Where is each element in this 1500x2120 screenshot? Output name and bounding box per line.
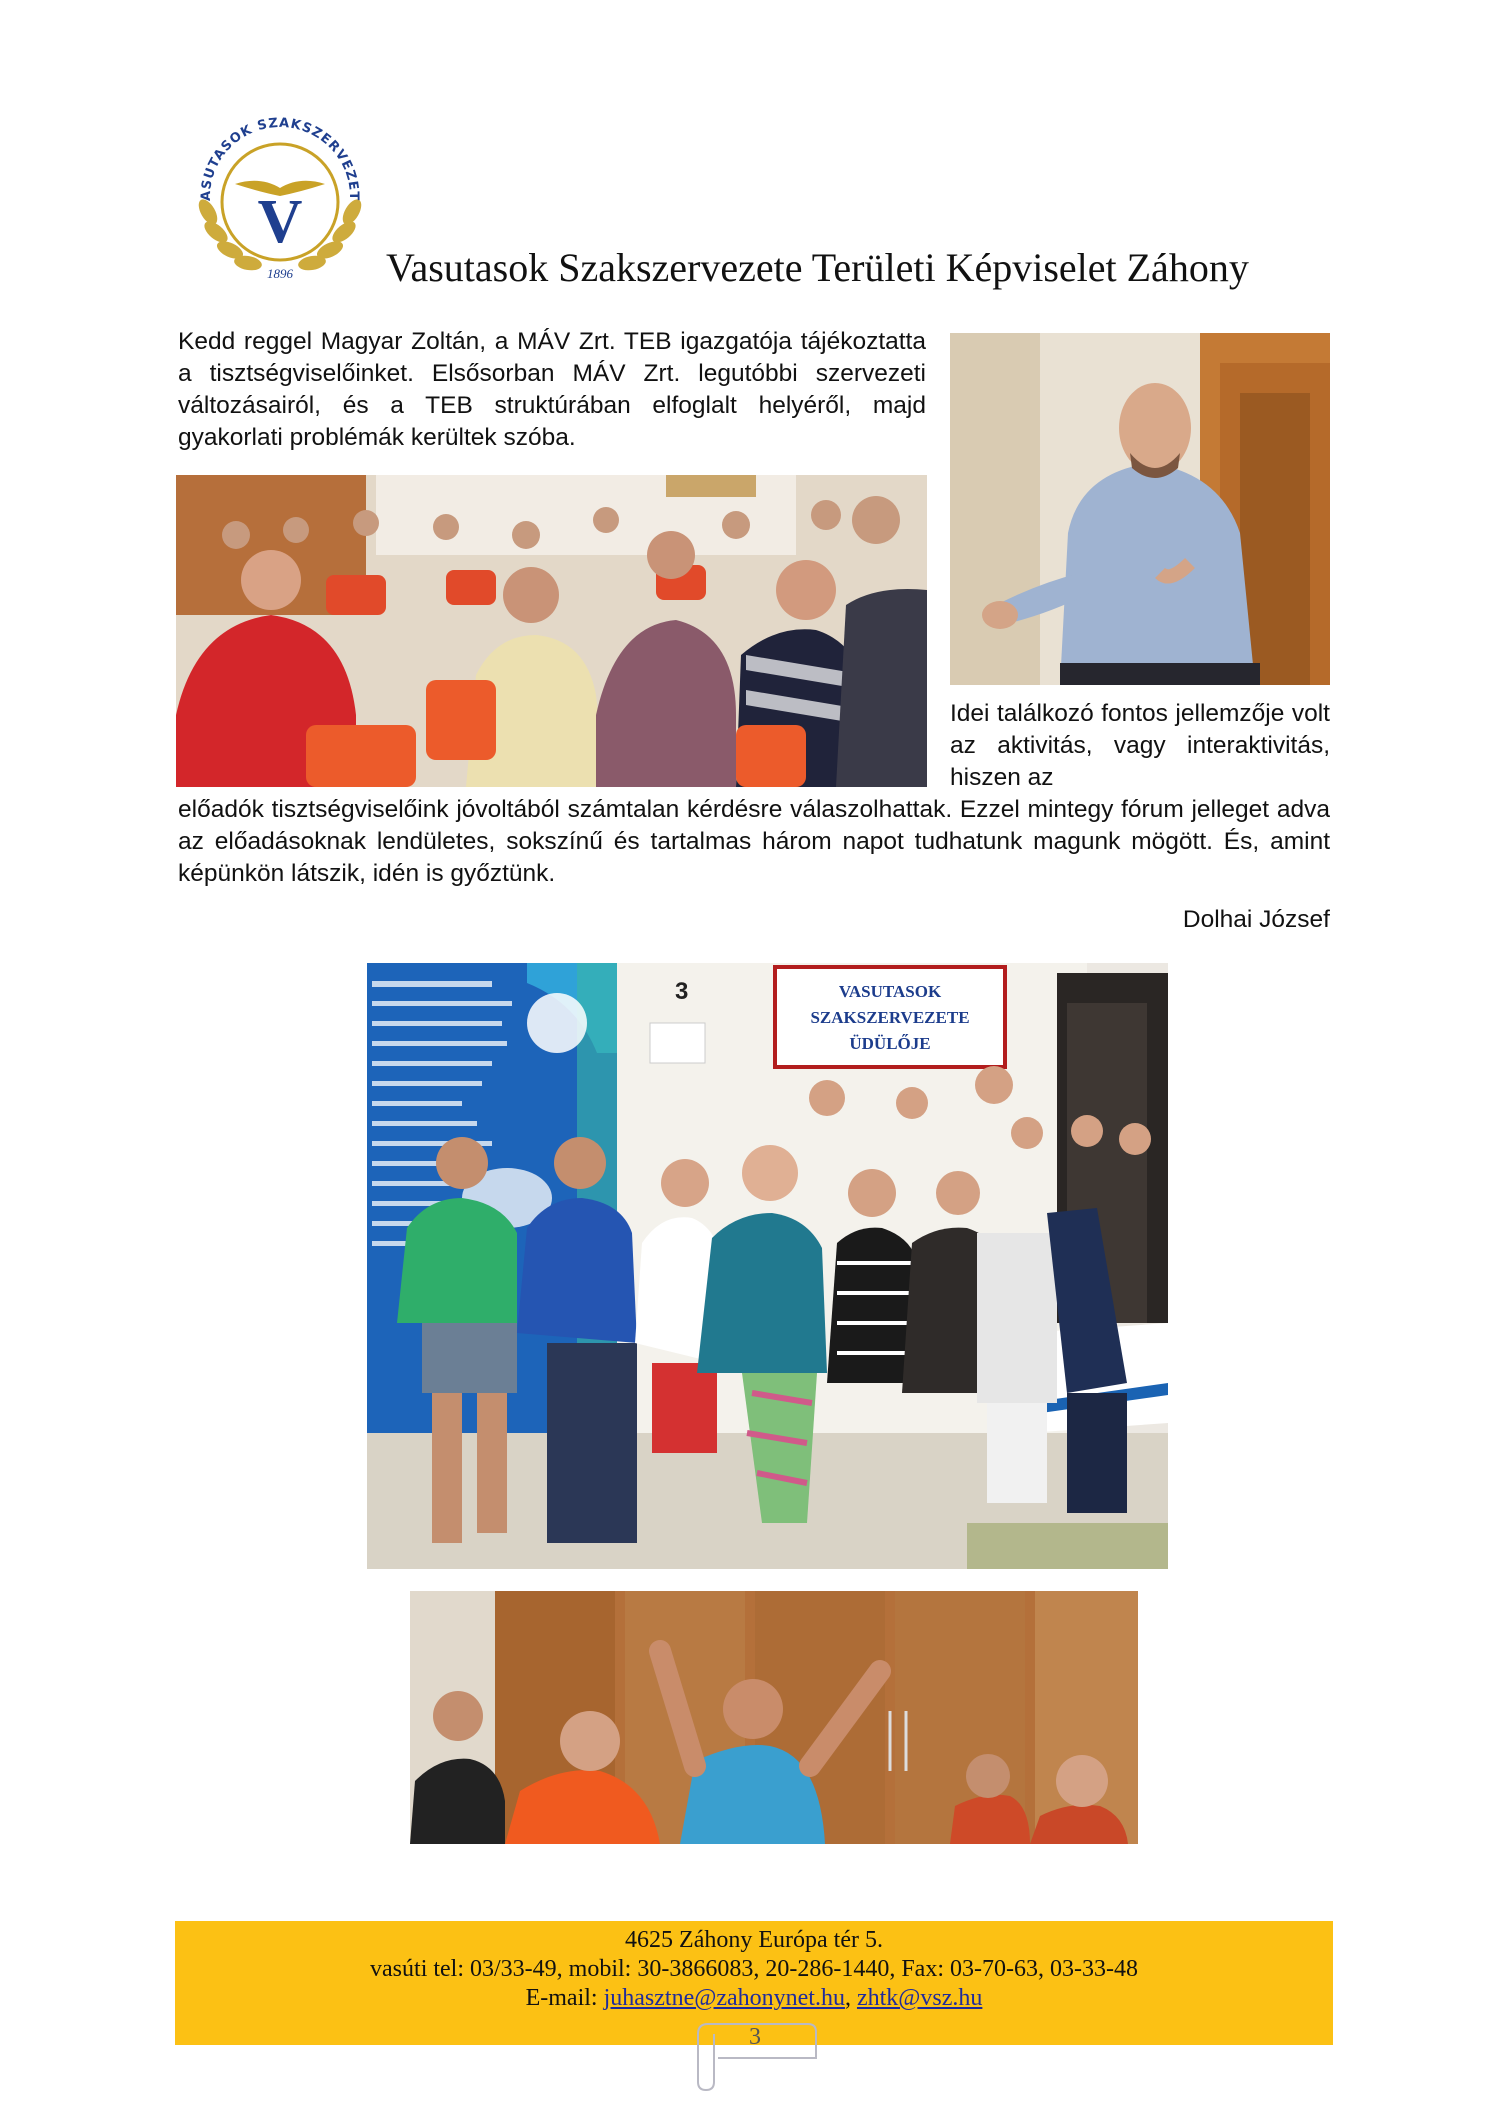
author-signature: Dolhai József [1182, 906, 1330, 933]
article-paragraph-1: Kedd reggel Magyar Zoltán, a MÁV Zrt. TEB igazgatója tájékoztatta a tisztségviselőinket. Elsősorban MÁV Zrt. legutóbbi szervezeti változásairól, és a TEB struktúrában elfoglalt helyéről, majd gyakorlati problémák kerültek szóba. [178, 328, 926, 451]
meeting-audience-photo [176, 475, 927, 787]
footer-address: 4625 Záhony Európa tér 5. [625, 1927, 883, 1953]
svg-text:VASUTASOK: VASUTASOK [838, 982, 942, 1001]
group-photo [367, 963, 1168, 1569]
svg-text:SZAKSZERVEZETE: SZAKSZERVEZETE [810, 1008, 970, 1027]
email-link-juhasztne[interactable]: juhasztne@zahonynet.hu [603, 1985, 845, 2011]
footer-phones: vasúti tel: 03/33-49, mobil: 30-3866083, 20-286-1440, Fax: 03-70-63, 03-33-48 [370, 1956, 1138, 1982]
svg-text:VASUTASOK SZAKSZERVEZETE: ASUTASOK SZAKSZERVEZET [198, 115, 362, 202]
footer-email-label: E-mail: [525, 1985, 604, 2011]
union-logo [180, 92, 380, 284]
svg-text:3: 3 [675, 978, 689, 1005]
speaker-photo [950, 333, 1330, 685]
footer-email-line [175, 1984, 1333, 2013]
footer-email-separator: , [844, 1985, 857, 2011]
svg-text:ÜDÜLŐJE: ÜDÜLŐJE [849, 1034, 931, 1053]
page-title: Vasutasok Szakszervezete Területi Képviselet Záhony [386, 245, 1249, 290]
svg-text:1896: 1896 [267, 266, 293, 281]
celebration-photo [410, 1591, 1138, 1844]
article-paragraph-2-start: Idei találkozó fontos jellemzője volt az aktivitás, vagy interaktivitás, hiszen az [950, 700, 1330, 791]
email-link-zhtk[interactable]: zhtk@vsz.hu [856, 1985, 983, 2011]
page-number: 3 [749, 2024, 761, 2050]
svg-text:V: V [257, 188, 303, 256]
article-paragraph-2-rest: előadók tisztségviselőink jóvoltából számtalan kérdésre válaszolhattak. Ezzel mintegy fórum jelleget adva az előadásoknak lendületes, sokszínű és tartalmas három napot tudhatunk magunk mögött. És, amint képünkön látszik, idén is győztünk. [178, 796, 1330, 887]
